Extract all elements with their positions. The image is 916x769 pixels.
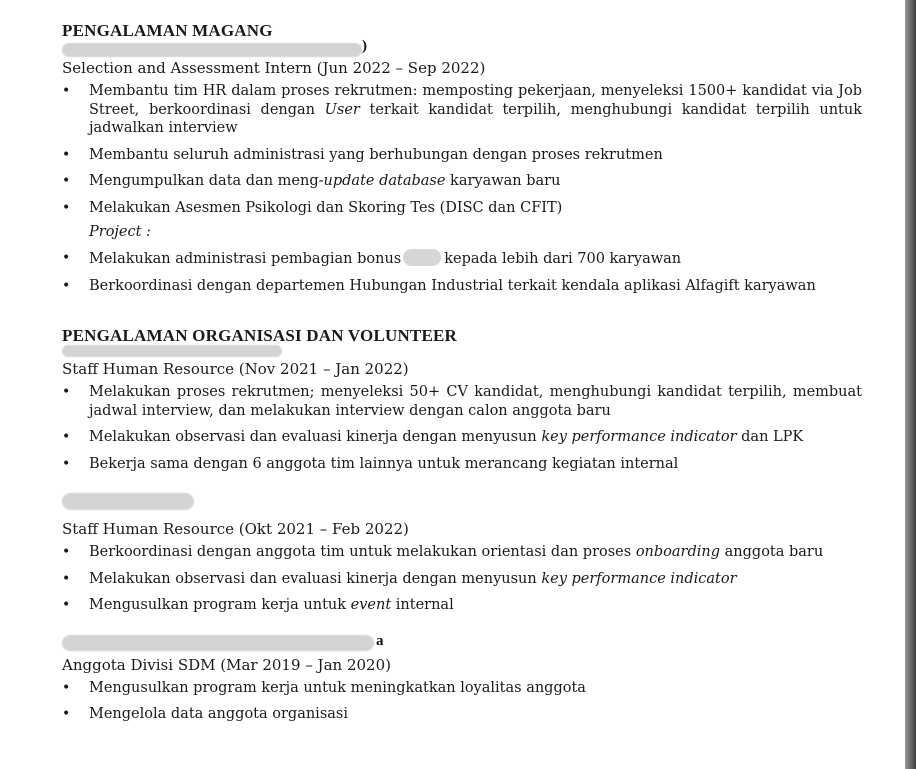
- list-item: • Melakukan observasi dan evaluasi kinerja dengan menyusun key performance indicator: [62, 570, 737, 587]
- role-title: Anggota Divisi SDM (Mar 2019 – Jan 2020): [62, 655, 391, 674]
- list-item: • Melakukan observasi dan evaluasi kinerja dengan menyusun key performance indicator dan LPK: [62, 429, 804, 445]
- section-title-internship: PENGALAMAN MAGANG: [62, 21, 273, 40]
- redaction-bar: [62, 635, 374, 651]
- list-item: • Melakukan Asesmen Psikologi dan Skoring Tes (DISC dan CFIT): [62, 199, 563, 216]
- section-title-organization: PENGALAMAN ORGANISASI DAN VOLUNTEER: [62, 326, 458, 345]
- redaction-bar: [62, 43, 362, 57]
- redacted-org-name: [62, 491, 862, 519]
- resume-content: [62, 20, 862, 732]
- list-item: • Mengusulkan program kerja untuk meningkatkan loyalitas anggota: [62, 679, 586, 696]
- role-title: Staff Human Resource (Nov 2021 – Jan 2022): [62, 360, 409, 378]
- list-item: • Melakukan proses rekrutmen; menyeleksi 50+ CV kandidat, menghubungi kandidat terpilih, membuat jadwal interview, dan melakukan interview dengan calon anggota baru: [62, 384, 862, 419]
- list-item: • Bekerja sama dengan 6 anggota tim lainnya untuk merancang kegiatan internal: [62, 455, 679, 472]
- internship-bullets: [62, 82, 862, 217]
- list-item: • Berkoordinasi dengan departemen Hubungan Industrial terkait kendala aplikasi Alfagift karyawan: [62, 277, 816, 294]
- list-item: • Mengusulkan program kerja untuk event internal: [62, 597, 454, 613]
- project-label: Project :: [89, 224, 151, 240]
- list-item: • Mengelola data anggota organisasi: [62, 706, 348, 722]
- role-title: Selection and Assessment Intern (Jun 2022 – Sep 2022): [62, 59, 486, 77]
- project-bullets: [62, 249, 862, 295]
- role-title: Staff Human Resource (Okt 2021 – Feb 2022): [62, 520, 409, 538]
- list-item: • Mengumpulkan data dan meng-update database karyawan baru: [62, 173, 561, 189]
- list-item: • Melakukan administrasi pembagian bonus kepada lebih dari 700 karyawan: [62, 250, 682, 267]
- redacted-org-name: a: [62, 633, 862, 655]
- list-item: • Berkoordinasi dengan anggota tim untuk melakukan orientasi dan proses onboarding anggota baru: [62, 544, 824, 560]
- org1-bullets: [62, 383, 862, 473]
- redaction-bar: [62, 345, 282, 357]
- redacted-company-name: ): [62, 42, 862, 58]
- page-edge-shadow: [905, 0, 916, 769]
- redaction-bar: [403, 249, 441, 266]
- list-item: • Membantu tim HR dalam proses rekrutmen: memposting pekerjaan, menyeleksi 1500+ kandidat via Job Street, berkoordinasi dengan User terkait kandidat terpilih, menghubungi kandidat terpilih untuk jadwalkan interview: [62, 83, 862, 136]
- redaction-bar: [62, 493, 194, 510]
- org3-bullets: [62, 679, 862, 724]
- list-item: • Membantu seluruh administrasi yang berhubungan dengan proses rekrutmen: [62, 146, 663, 163]
- org2-bullets: [62, 543, 862, 615]
- redacted-org-name: [62, 347, 862, 359]
